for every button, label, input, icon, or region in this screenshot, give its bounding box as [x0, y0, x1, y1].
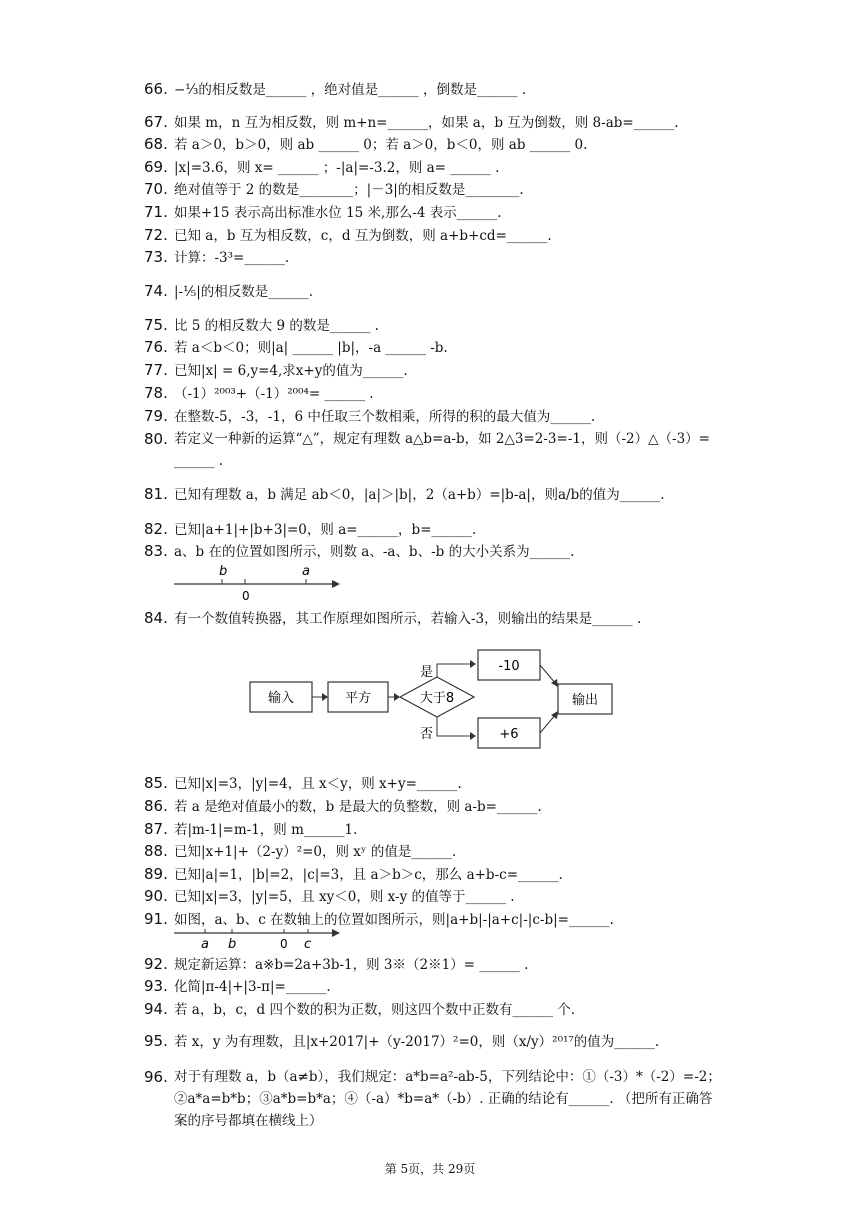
number-line-q83 [170, 560, 350, 604]
flowchart-q84 [240, 640, 620, 760]
question-text: a、b 在的位置如图所示，则数 a、-a、b、-b 的大小关系为______. [174, 544, 575, 560]
question-number: 79. [144, 407, 168, 425]
arrow-no [437, 717, 472, 736]
question-95 [144, 1030, 704, 1053]
label-b: b [228, 937, 237, 952]
question-75 [144, 314, 704, 337]
question-74 [144, 280, 704, 303]
arrow-head [470, 732, 476, 740]
question-text: 对于有理数 a，b（a≠b），我们规定：a*b=a²-ab-5，下列结论中：①（-3）*（-2）=-2；②a*a=b*b；③a*b=b*a；④（-a）*b=a*（-b）. 正确的结论有______. （把所有正确答案的序号都填在横线上） [174, 1069, 721, 1129]
question-67 [144, 111, 704, 134]
question-number: 92. [144, 955, 168, 973]
question-number: 80. [144, 430, 168, 448]
output-label: 输出 [571, 693, 599, 708]
question-number: 95. [144, 1032, 168, 1050]
minus10-label: -10 [498, 659, 520, 674]
arrow-head [332, 580, 340, 588]
question-text: 计算：-3³=______. [174, 250, 290, 266]
question-number: 67. [144, 113, 168, 131]
question-text: 已知|a|=1，|b|=2，|c|=3，且 a＞b＞c，那么 a+b-c=______. [174, 867, 563, 883]
question-text: 若 x，y 为有理数，且|x+2017|+（y-2017）²=0，则（x/y）²⁰¹⁷的值为______. [174, 1034, 660, 1050]
question-number: 76. [144, 338, 168, 356]
question-text: 已知 a，b 互为相反数，c，d 互为倒数，则 a+b+cd=______. [174, 228, 552, 244]
question-number: 84. [144, 609, 168, 627]
question-text: 已知|x|=3，|y|=4，且 x＜y，则 x+y=______. [174, 776, 462, 792]
question-text: 比 5 的相反数大 9 的数是______ . [174, 318, 379, 334]
question-text: 有一个数值转换器，其工作原理如图所示，若输入-3，则输出的结果是______ . [174, 611, 642, 627]
question-number: 96. [144, 1068, 168, 1086]
no-label: 否 [420, 727, 434, 742]
question-87 [144, 818, 704, 841]
square-label: 平方 [344, 691, 372, 706]
input-label: 输入 [267, 691, 295, 706]
question-text: 已知|a+1|+|b+3|=0，则 a=______，b=______. [174, 522, 477, 538]
arrow-head [551, 711, 558, 719]
question-text: 在整数-5，-3，-1，6 中任取三个数相乘，所得的积的最大值为______. [174, 409, 596, 425]
question-68 [144, 133, 704, 156]
question-73 [144, 246, 704, 269]
arrow-head [470, 660, 476, 668]
question-number: 87. [144, 820, 168, 838]
question-text: 若|m-1|=m-1，则 m______1. [174, 822, 358, 838]
condition-label: 大于8 [419, 691, 455, 706]
question-text: 若 a＞0，b＞0，则 ab ______ 0；若 a＞0，b＜0，则 ab ______ 0. [174, 137, 588, 153]
question-number: 82. [144, 520, 168, 538]
question-number: 86. [144, 797, 168, 815]
question-66 [144, 78, 704, 101]
question-93 [144, 975, 704, 998]
yes-label: 是 [420, 665, 434, 680]
question-96 [144, 1066, 724, 1132]
question-number: 70. [144, 180, 168, 198]
question-72 [144, 224, 704, 247]
question-number: 93. [144, 977, 168, 995]
question-number: 83. [144, 542, 168, 560]
question-94 [144, 998, 704, 1021]
question-77 [144, 359, 704, 382]
question-92 [144, 953, 704, 976]
question-number: 68. [144, 135, 168, 153]
question-89 [144, 863, 704, 886]
question-text: 化简|π-4|+|3-π|=______. [174, 979, 331, 995]
arrow-yes [437, 664, 472, 677]
question-number: 91. [144, 910, 168, 928]
label-zero: 0 [280, 937, 288, 951]
question-text: −⅓的相反数是______ ，绝对值是______ ，倒数是______ . [174, 82, 527, 98]
question-text: 已知|x| = 6,y=4,求x+y的值为______. [174, 363, 408, 379]
arrow-minus10-output [540, 665, 556, 684]
question-85 [144, 772, 704, 795]
question-number: 88. [144, 842, 168, 860]
question-number: 73. [144, 248, 168, 266]
question-number: 85. [144, 774, 168, 792]
question-82 [144, 518, 704, 541]
question-text: 若定义一种新的运算“△”，规定有理数 a△b=a-b，如 2△3=2-3=-1，则（-2）△（-3）= ______ . [174, 431, 710, 469]
question-number: 89. [144, 865, 168, 883]
question-number: 77. [144, 361, 168, 379]
question-86 [144, 795, 704, 818]
question-84 [144, 607, 704, 630]
question-78 [144, 382, 704, 405]
arrow-head [322, 693, 328, 701]
question-number: 66. [144, 80, 168, 98]
label-a: a [201, 937, 209, 952]
label-c: c [304, 937, 312, 952]
question-number: 81. [144, 485, 168, 503]
question-number: 74. [144, 282, 168, 300]
question-text: （-1）²⁰⁰³+（-1）²⁰⁰⁴= ______ . [174, 386, 374, 402]
question-71 [144, 201, 704, 224]
question-text: 已知有理数 a，b 满足 ab＜0，|a|＞|b|，2（a+b）=|b-a|，则a/b的值为______. [174, 487, 665, 503]
question-79 [144, 405, 704, 428]
question-text: 如图，a、b、c 在数轴上的位置如图所示，则|a+b|-|a+c|-|c-b|=______. [174, 912, 614, 928]
question-text: 若 a，b，c，d 四个数的积为正数，则这四个数中正数有______ 个. [174, 1002, 576, 1018]
question-text: 如果 m，n 互为相反数，则 m+n=______，如果 a，b 互为倒数，则 8-ab=______. [174, 115, 679, 131]
question-text: 已知|x+1|+（2-y）²=0，则 xʸ 的值是______. [174, 844, 457, 860]
question-text: |-⅕|的相反数是______. [174, 284, 314, 300]
question-81 [144, 483, 704, 506]
question-number: 75. [144, 316, 168, 334]
question-70 [144, 178, 704, 201]
question-text: 若 a＜b＜0；则|a| ______ |b|，-a ______ -b. [174, 340, 448, 356]
label-zero: 0 [242, 589, 250, 603]
question-text: |x|=3.6，则 x= ______ ；-|a|=-3.2，则 a= ______ . [174, 160, 500, 176]
label-a: a [302, 564, 310, 579]
question-number: 72. [144, 226, 168, 244]
question-text: 如果+15 表示高出标准水位 15 米,那么-4 表示______. [174, 205, 502, 221]
question-text: 已知|x|=3，|y|=5，且 xy＜0，则 x-y 的值等于______ . [174, 889, 515, 905]
plus6-label: +6 [499, 727, 519, 742]
question-text: 若 a 是绝对值最小的数，b 是最大的负整数，则 a-b=______. [174, 799, 542, 815]
label-b: b [219, 564, 228, 579]
question-text: 规定新运算：a※b=2a+3b-1，则 3※（2※1）= ______ . [174, 957, 529, 973]
question-number: 71. [144, 203, 168, 221]
arrow-plus6-output [540, 714, 556, 733]
number-line-q91 [170, 926, 350, 952]
question-80 [144, 428, 724, 472]
question-90 [144, 885, 704, 908]
question-number: 94. [144, 1000, 168, 1018]
arrow-head [551, 679, 558, 687]
question-76 [144, 336, 704, 359]
page-footer: 第 5页，共 29页 [384, 1162, 476, 1176]
question-text: 绝对值等于 2 的数是________；|－3|的相反数是________. [174, 182, 524, 198]
question-number: 69. [144, 158, 168, 176]
question-69 [144, 156, 704, 179]
arrow-head [332, 929, 340, 937]
question-number: 90. [144, 887, 168, 905]
question-number: 78. [144, 384, 168, 402]
question-88 [144, 840, 704, 863]
